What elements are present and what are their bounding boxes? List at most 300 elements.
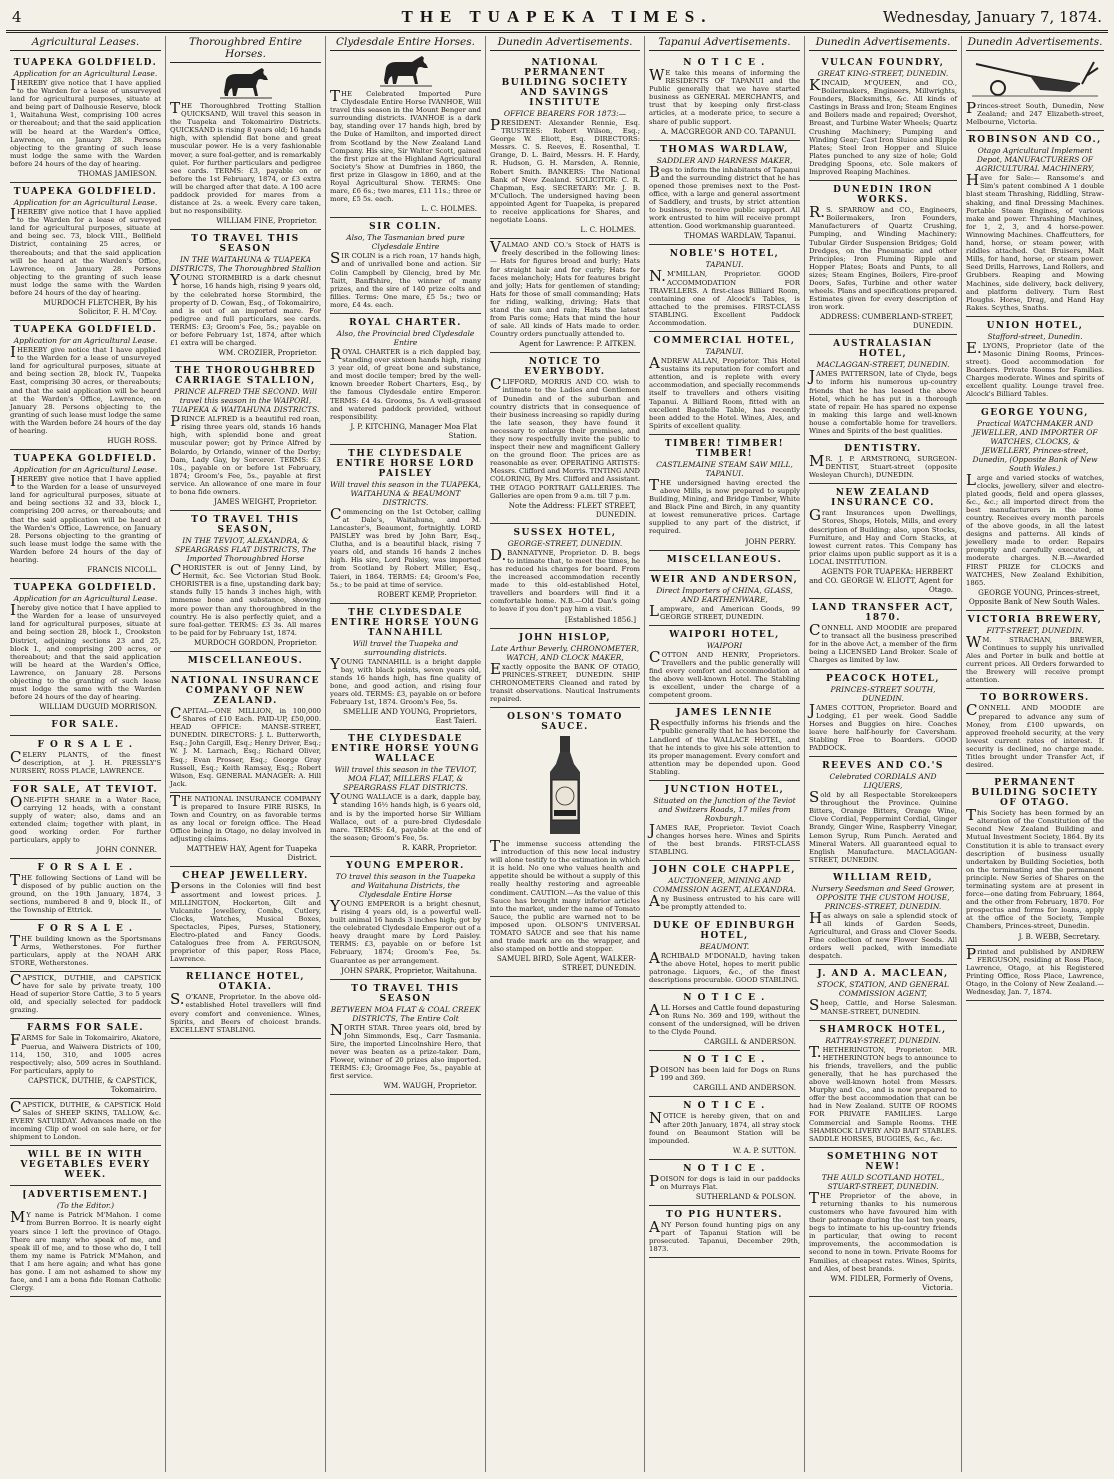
advertisement	[10, 859, 161, 919]
ad-signature: WM. FIDLER, Formerly of Ovens, Victoria.	[830, 1273, 953, 1292]
ad-signature: HUGH ROSS.	[107, 436, 157, 446]
ad-subtitle: GEORGE-STREET, DUNEDIN.	[507, 538, 623, 548]
ad-signature: J. B. WEBB, Secretary.	[1018, 931, 1100, 941]
ad-body: POISON for dogs is laid in our paddocks on Murrays Flat.	[649, 1171, 800, 1191]
ad-body: NORTH STAR. Three years old, bred by John Simmonds, Esq., Carr Tasmania. Sire, the imported Lincolnshire Hero, that never was beaten as a prize-taker. Dam, Flower, winner of 20 prizes also imported. TERMS: £3; Groomage Fee, 5s., payable at first service.	[330, 1020, 481, 1081]
column-header: Dunedin Advertisements.	[966, 36, 1104, 51]
ad-signature: THOMAS JAMIESON.	[77, 169, 157, 179]
ad-subtitle: IN THE WAITAHUNA & TUAPEKA DISTRICTS, The Thoroughbred Stallion	[170, 255, 321, 274]
advertisement	[10, 781, 161, 860]
ad-title: THOMAS WARDLAW,	[660, 144, 789, 155]
advertisement	[330, 314, 481, 445]
ad-body: Grant Insurances upon Dwellings, Stores, Shops, Hotels, Mills, and every description of Building; also, upon Stocks, Furniture, and Hay and Corn Stacks, at lowest current rates. This Company has prior claims upon public support as it is a LOCAL INSTITUTION.	[809, 506, 957, 566]
ad-subtitle: Nursery Seedsman and Seed Grower, OPPOSITE THE CUSTOM HOUSE, PRINCES-STREET, DUNEDIN.	[811, 883, 955, 911]
advertisement	[649, 781, 800, 861]
column-4	[486, 36, 645, 1472]
advertisement	[10, 1099, 161, 1146]
ad-subtitle: WAIPORI	[706, 640, 743, 650]
ad-subtitle: Will travel the Tuapeka and surrounding districts.	[352, 638, 459, 657]
page-number: 4	[12, 8, 22, 26]
ad-title: NATIONAL INSURANCE COMPANY OF NEW ZEALAND.	[171, 675, 320, 706]
ad-body: ARCHIBALD M'DONALD, having taken the above Hotel, hopes to merit public patronage. Liquors, &c., of the finest descriptions procurable. GOOD STABLING.	[649, 948, 800, 984]
ad-body: COTTON AND HENRY, Proprietors. Travellers and the public generally will find every comfort and accommodation at the above well-known Hotel. The Stabling is excellent, under the charge of a competent groom.	[649, 647, 800, 700]
advertisement	[10, 716, 161, 736]
ad-title: TO TRAVEL THIS SEASON	[191, 234, 300, 255]
advertisement	[330, 88, 481, 218]
ad-body: CHORISTER is out of Jenny Lind, by Hermit, &c. See Victorian Stud Book. CHORISTER is a fine, upstanding dark bay; stands fully 15 hands 3 inches high, with immense bone and substance, showing more power than any thoroughbred in the country. He is also perfectly quiet, and a sure foal-getter. TERMS: £3 3s. All mares to be paid for by February 1st, 1874.	[170, 561, 321, 637]
ad-subtitle: OFFICE BEARERS FOR 1873:—	[503, 109, 627, 118]
advertisement	[966, 611, 1104, 690]
advertisement	[966, 317, 1104, 404]
ad-subtitle: RATTRAY-STREET, DUNEDIN.	[825, 1035, 941, 1045]
ad-body: Printed and published by ANDREW FERGUSON, residing at Ross Place, Lawrence, Otago, at his Registered Printing Office, Ross Place, Lawrence, Otago, in the Colony of New Zealand.—Wednesday, Jan. 7, 1874.	[966, 944, 1104, 997]
ad-title: PERMANENT BUILDING SOCIETY OF OTAGO.	[971, 778, 1099, 809]
advertisement	[809, 670, 957, 758]
advertisement	[809, 335, 957, 440]
ad-title: JUNCTION HOTEL,	[664, 784, 785, 795]
ad-subtitle: SADDLER AND HARNESS MAKER,	[656, 155, 793, 165]
ad-body: ALL Horses and Cattle found depasturing on Runs No. 369 and 199, without the consent of the undersigned, will be driven to the Clyde Pound.	[649, 1000, 800, 1037]
ad-body: FARMS for Sale in Tokomairiro, Akatore, Puerua, and Waiwera Districts of 100, 114, 150, 310, and 1005 acres respectively; also, 509 acres in Southland. For particulars, apply to	[10, 1031, 161, 1075]
column-5	[645, 36, 805, 1472]
ad-title: THE CLYDESDALE ENTIRE HORSE YOUNG TANNAHILL	[331, 607, 480, 638]
ad-signature: JAMES WEIGHT, Proprietor.	[213, 497, 317, 507]
ad-title: JOHN COLE CHAPPLE,	[653, 865, 796, 876]
advertisement	[809, 869, 957, 966]
ad-subtitle: PRINCES-STREET SOUTH, DUNEDIN.	[830, 684, 936, 703]
advertisement	[170, 867, 321, 968]
ad-signature: AGENTS FOR TUAPEKA: HERBERT and CO. GEORGE W. ELIOTT, Agent for Otago.	[809, 567, 953, 595]
ad-subtitle: GREAT KING-STREET, DUNEDIN.	[817, 69, 949, 78]
ad-title: NEW ZEALAND INSURANCE CO.	[831, 488, 935, 509]
ad-body: THE Proprietor of the above, in returning thanks to his numerous customers who have favoured him with their patronage during the last ten years, begs to intimate to his up-country friends in particular, that owing to recent improvements, the accommodation is second to none in town. Private Rooms for Families, at cheapest rates. Wines, Spirits, and Ales, of best brands.	[809, 1188, 957, 1273]
newspaper-page	[6, 4, 1108, 1474]
ad-body: THE Celebrated Imported Pure Clydesdale Entire Horse IVANHOE, Will travel this season in the Mount Benger and surrounding districts. IVANHOE is a dark bay, standing over 17 hands high, bred by the Duke of Hamilton, and imported direct from Scotland by the New Zealand Land Company. His sire, Sir Walter Scott, gained the first prize at the Highland Agricultural Society's Show at Dumfries in 1860, the first prize in Glasgow in 1860, and at the Royal Agricultural Show. TERMS: One mare, £6 6s.; two mares, £11 11s.; three or more, £5 5s. each.	[330, 87, 481, 204]
ad-signature: WM. WAUGH, Proprietor.	[383, 1081, 477, 1091]
ad-body: Exactly opposite the BANK OF OTAGO, PRINCES-STREET, DUNEDIN. SHIP CHRONOMETERS Cleaned and rated by transit observations. Nautical Instruments repaired.	[490, 659, 640, 703]
ad-body: PRINCE ALFRED is a beautiful red roan, rising three years old, stands 16 hands high, with splendid bone and great muscular power; got by Prince Alfred by Bolardo, by Orlando, winner of the Derby; Dam, Lady Gay, by Sorcerer. TERMS: £3 10s., payable on or before 1st February, 1874; Groom's Fee, 5s., payable at first service. An allowance of one mare in four to bona fide owners.	[170, 412, 321, 496]
ad-subtitle: PRINCE ALFRED THE SECOND. Will travel this season in the WAIPORI, TUAPEKA & WAITAHUNA DISTRICTS.	[171, 387, 320, 415]
advertisement	[170, 362, 321, 511]
ad-title: ROYAL CHARTER.	[349, 317, 462, 328]
advertisement	[10, 920, 161, 972]
ad-signature: W. A. P. SUTTON.	[732, 1145, 796, 1155]
ad-body: Ihereby give notice that I have applied to the Warden for a lease of unsurveyed land for agricultural purposes, situate at and being section 28, block I., Crookston District, adjoining sections 23 and 25, block I., and comprising 200 acres, or thereabout; and that the said application will be heard at the Warden's Office, Lawrence, on January 28. Persons objecting to the granting of such lease must lodge the same with the Warden before 24 hours of the day of hearing.	[10, 601, 161, 702]
ad-title: WEIR AND ANDERSON,	[650, 574, 799, 585]
ad-body: Lampware, and American Goods, 99 GEORGE STREET, DUNEDIN.	[649, 601, 800, 621]
ad-signature: L. C. HOLMES.	[580, 225, 636, 235]
ad-title: WILLIAM REID,	[833, 872, 933, 883]
ad-title: TO BORROWERS.	[980, 693, 1090, 704]
ad-body: YOUNG TANNAHILL is a bright dapple bay, with black points, seven years old, stands 16 hands high, has fine quality of bone, and good action, and rising four years old. TERMS: £3, payable on or before February 1st, 1874. Groom's Fee, 5s.	[330, 654, 481, 707]
ad-title: SHAMROCK HOTEL,	[819, 1024, 947, 1035]
ad-title: MISCELLANEOUS.	[187, 655, 304, 666]
ad-body: This Society has been formed by an alteration of the Constitution of the Second New Zealand Building and Mutual Investment Society, 1864. By its Constitution it is able to transact every description of business usually undertaken by Building Societies, both on the terminating and the permanent principle. New Series of Shares on the terminating system are at present in force—one dating from February, 1864, and the other from February, 1870. For prospectus and forms for loans, apply at the office of the Society, Temple Chambers, Princes-street, Dunedin.	[966, 806, 1104, 931]
advertisement	[490, 629, 640, 708]
ad-title: FARMS FOR SALE.	[26, 1023, 145, 1034]
ad-title: N O T I C E .	[683, 992, 766, 1003]
ad-subtitle: BEAUMONT.	[699, 941, 750, 951]
ad-title: NOBLE'S HOTEL,	[669, 249, 780, 260]
ad-body: POISON has been laid for Dogs on Runs 199 and 369.	[649, 1063, 800, 1083]
ad-body: NOTICE is hereby given, that on and after 20th January, 1874, all stray stock found on Beaumont Station will be impounded.	[649, 1109, 800, 1145]
ad-subtitle: Late Arthur Beverly, CHRONOMETER, WATCH, AND CLOCK MAKER,	[490, 643, 639, 662]
ad-body: Sold by all Respectable Storekeepers throughout the Province. Quinine Bitters, Orange Bitters, Orange Wine, Clove Cordial, Peppermint Cordial, Ginger Brandy, Ginger Wine, Raspberry Vinegar, Lemon Syrup, Rum Punch. Aerated and Mineral Waters. All guaranteed equal to English Manufacture. MACLAGGAN-STREET, DUNEDIN.	[809, 788, 957, 864]
ad-subtitle: Application for an Agricultural Lease.	[13, 69, 158, 78]
advertisement	[966, 774, 1104, 945]
advertisement	[649, 917, 800, 989]
advertisement	[649, 1206, 800, 1258]
ad-body: N.M'MILLAN, Proprietor. GOOD ACCOMMODATION FOR TRAVELLERS. A first-class Billiard Room, containing one of Alcock's Tables, is attached to the premises. FIRST-CLASS STABLING. Excellent Paddock Accommodation.	[649, 267, 800, 327]
advertisement	[649, 54, 800, 141]
ad-body: IHEREBY give notice that I have applied to the Warden for a lease of unsurveyed land for agricultural purposes, situate at and being part of Dalhousie Reserve, block 1, Waitahuna West, comprising 100 acres or thereabout; and that the said application will be heard at the Warden's Office, Lawrence, on January 28. Persons objecting to the granting of such lease must lodge the same with the Warden before 24 hours of the day of hearing.	[10, 76, 161, 168]
ad-title: J. AND A. MACLEAN,	[817, 969, 949, 980]
ad-body: Princes-street South, Dunedin, New Zealand; and 247 Elizabeth-street, Melbourne, Victoria.	[966, 99, 1104, 127]
advertisement	[809, 599, 957, 669]
advertisement	[170, 793, 321, 868]
ad-subtitle: (To the Editor.)	[56, 1201, 115, 1211]
ad-title: N O T I C E .	[683, 1101, 766, 1112]
advertisement	[649, 551, 800, 571]
ad-title: VICTORIA BREWERY,	[967, 614, 1103, 625]
ad-subtitle: Application for an Agricultural Lease.	[13, 594, 158, 604]
ad-body: VALMAO AND CO.'s Stock of HATS is freely described in the following lines:— Hats for figures broad and burly; Hats for straight hair and for curly; Hats for faces melancholy; Hats for features bright and jolly; Hats for gentlemen of standing; Hats for those of small commanding; Hats for riding, walking, driving; Hats that stand the sun and rain; Hats the latest from Paris come; Hats that mind the hour of sale. All kinds of Hats made to order. Country orders punctually attended to.	[490, 238, 640, 339]
ad-subtitle: Situated on the Junction of the Teviot and Switzers Roads, 17 miles from Roxburgh.	[653, 795, 796, 823]
column-header: Thoroughbred Entire Horses.	[170, 36, 321, 63]
ad-body: Have for Sale:— Ransome's and Sim's patent combined A 1 double blast steam Thrashing, Riddling, Straw-shaking, and final Dressing Machines. Portable Steam Engines, of various make and power. Thrashing Machines, for 1, 2, 3, and 4 horse-power. Winnowing Machines. Chaffcutters, for hand, horse, or steam power, with riddles attached. Oat Bruisers, Malt Mills, for hand, horse, or steam power. Seed Drills, Harrows, Land Rollers, and Grubbers. Reaping and Mowing Machines, side delivery, back delivery, and platform delivery. Turn Rest Ploughs. Horse, Drag, and Hand Hay Rakes. Scythes, Snaths.	[966, 171, 1104, 312]
ad-signature: SUTHERLAND & POLSON.	[695, 1192, 796, 1202]
ad-body: Begs to inform the inhabitants of Tapanui and the surrounding district that he has opened those premises next to the Post-office, with a large and general assortment of Saddlery, and trusts, by strict attention to business, to receive public support. All work entrusted to him will receive prompt attention. Good workmanship guaranteed.	[649, 162, 800, 231]
ad-title: WILL BE IN WITH VEGETABLES EVERY WEEK.	[20, 1150, 151, 1181]
ad-title: TIMBER! TIMBER! TIMBER!	[664, 438, 785, 459]
ad-title: ROBINSON AND CO.,	[968, 135, 1102, 146]
ad-body: Has always on sale a splendid stock of all kinds of Garden Seeds, Agricultural, and Grass and Clover Seeds. Fine collection of new Flower Seeds. All orders well packed, with immediate despatch.	[809, 908, 957, 961]
ad-body: CELERY PLANTS, of the finest description, at J. H. PRESSLY'S NURSERY, ROSS PLACE, LAWRENCE.	[10, 748, 161, 776]
advertisement	[649, 861, 800, 916]
ad-title: F O R S A L E .	[37, 923, 134, 934]
ad-signature: CAPSTICK, DUTHIE, & CAPSTICK, Tokomairiro.	[28, 1075, 157, 1094]
advertisement	[809, 1148, 957, 1297]
ad-title: REEVES AND CO.'S	[822, 761, 944, 772]
ad-subtitle: Application for an Agricultural Lease.	[13, 465, 158, 475]
ad-title: TUAPEKA GOLDFIELD.	[13, 325, 158, 336]
ad-body: Any Business entrusted to his care will be promptly attended to.	[649, 892, 800, 912]
advertisement	[490, 524, 640, 629]
ad-title: AUSTRALASIAN HOTEL,	[833, 339, 933, 360]
advertisement	[809, 440, 957, 484]
advertisement	[809, 1021, 957, 1148]
ad-body: SIR COLIN is a rich roan, 17 hands high, and of unrivalled bone and action. Sir Colin Campbell by Glencig, bred by Mr. Taitt, Banffshire, the winner of many prizes, and the sire of 140 prize colts and fillies. Terms: One mare, £5 5s.; two or more, £4 4s. each.	[330, 249, 481, 309]
ad-subtitle: CASTLEMAINE STEAM SAW MILL, TAPANUI.	[656, 459, 793, 478]
ad-signature: WILLIAM FINE, Proprietor.	[216, 216, 317, 226]
advertisement	[809, 965, 957, 1020]
ad-body: WM. STRACHAN, BREWER, Continues to supply his unrivalled Ales and Porter in bulk and bottle at current prices. All Orders forwarded to the Brewery will receive prompt attention.	[966, 632, 1104, 685]
advertisement	[649, 704, 800, 781]
advertisement	[10, 1019, 161, 1098]
ad-title: COMMERCIAL HOTEL,	[653, 336, 796, 347]
advertisement	[170, 230, 321, 362]
ad-signature: WILLIAM DUGUID MORRISON.	[39, 702, 157, 712]
ad-title: SOMETHING NOT NEW!	[827, 1151, 939, 1172]
column-3	[326, 36, 486, 1472]
ad-body: THE Thoroughbred Trotting Stallion QUICKSAND, Will travel this season in the Tuapeka and Tokomairiro Districts. QUICKSAND is rising 8 years old; 16 hands high, with splendid flat bone and great muscular power. He is a very fashionable mover, a sure foal-getter, and is remarkably quiet. For further particulars and pedigree see cards. TERMS: £3, payable on or before the 1st February, 1874, or £3 extra will be charged after that date. A 100 acre paddock provided for mares from a distance at 2s. a week. Every care taken, but no responsibility.	[170, 99, 322, 216]
column-header: Tapanui Advertisements.	[649, 36, 800, 51]
ad-signature: A. MACGREGOR AND CO. TAPANUI.	[660, 126, 796, 136]
ad-body: IHEREBY give notice that I have applied to the Warden for a lease of unsurveyed land for agricultural purposes, situate at and being section 28, block IV., Tuapeka East, comprising 30 acres, or thereabouts; and that the said application will be heard at the Warden's Office, Lawrence, on January 28. Persons objecting to the granting of such lease must lodge the same with the Warden before 24 hours of the day of hearing.	[10, 343, 161, 435]
advertisement	[170, 100, 321, 230]
ad-subtitle: THE AULD SCOTLAND HOTEL, STUART-STREET, DUNEDIN.	[821, 1172, 945, 1191]
advertisement	[330, 604, 481, 731]
advertisement	[649, 1160, 800, 1206]
advertisement	[330, 980, 481, 1096]
ad-signature: Agent for Lawrence: P. AITKEN.	[519, 339, 636, 349]
ad-title: TUAPEKA GOLDFIELD.	[13, 58, 158, 68]
ad-body: Commencing on the 1st October, calling at Dale's, Waitahuna, and M. Lancaster's, Beaumont, fortnightly. LORD PAISLEY was bred by John Barr, Esq., Clutha, and is a beautiful black, rising 7 years old, and stands 16 hands 2 inches high. His sire, Lord Paisley, was imported from Scotland by Robert Miller, Esq., Taieri, in 1864. TERMS: £4; Groom's Fee, 5s.; to be paid at time of service.	[330, 504, 481, 589]
advertisement	[10, 450, 161, 579]
ad-signature: SMELLIE AND YOUNG, Proprietors, East Taieri.	[343, 707, 477, 726]
ad-signature: JOHN CONNER.	[96, 845, 157, 855]
ad-title: OLSON'S TOMATO SAUCE.	[507, 711, 623, 732]
ad-body: YOUNG WALLACE is a dark, dapple bay, standing 16½ hands high, is 6 years old, and is by the imported horse Sir William Wallace, out of a pure-bred Clydesdale mare. TERMS: £4, payable at the end of the season; Groom's Fee, 5s.	[330, 790, 481, 842]
ad-body: Large and varied stocks of watches, clocks, jewellery, silver and electro-plated goods, field and opera glasses, &c., &c.; all imported direct from the best manufacturers in the home country. Receives every month parcels of the above goods, in all the latest designs and patterns. All kinds of jewellery made to order. Repairs promptly and carefully executed, at moderate charges. N.B.—Awarded FIRST PRIZE for CLOCKS and WATCHES, New Zealand Exhibition, 1865.	[966, 470, 1104, 587]
ad-title: NOTICE TO EVERYBODY.	[524, 357, 606, 378]
ad-subtitle: IN THE TEVIOT, ALEXANDRA, & SPEARGRASS FLAT DISTRICTS, The Imported Thoroughbred Horse	[174, 536, 317, 564]
advertisement	[330, 218, 481, 314]
ad-title: N O T I C E .	[683, 58, 766, 68]
masthead	[6, 4, 1108, 33]
advertisement	[966, 404, 1104, 611]
ad-body: THE NATIONAL INSURANCE COMPANY is prepared to Insure FIRE RISKS, In Town and Country, on as favorable terms as any local or foreign office. The Head Office being in Otago, no delay involved in adjusting claims.	[170, 791, 321, 844]
ad-title: TUAPEKA GOLDFIELD.	[13, 583, 158, 594]
ad-title: N O T I C E .	[683, 1055, 766, 1066]
ad-title: F O R S A L E .	[37, 863, 134, 874]
ad-title: CHEAP JEWELLERY.	[182, 871, 309, 882]
advertisement	[330, 445, 481, 604]
ad-body: S.O'KANE, Proprietor. In the above old-established Hotel travellers will find every comfort and convenience. Wines, Spirits, and Beers of choicest brands. EXCELLENT STABLING.	[170, 990, 321, 1034]
advertisement	[330, 730, 481, 857]
ad-body: YOUNG EMPEROR is a bright chesnut, rising 4 years old, is a powerful well-built animal 16 hands 3 inches high; got by the celebrated Clydesdale Emperor out of a heavy draught mare by Lord Paisley. TERMS: £3, payable on or before 1st February, 1874; Groom's Fee, 5s. Guarantee as per arrangement.	[330, 896, 481, 965]
advertisement	[490, 708, 640, 977]
column-6	[805, 36, 962, 1472]
ad-subtitle: TAPANUI.	[705, 347, 744, 357]
ad-signature: SAMUEL BIRD, Sole Agent, WALKER-STREET, DUNEDIN.	[496, 954, 636, 973]
horse-engraving-icon	[376, 54, 436, 88]
ad-body: JAMES PATTERSON, late of Clyde, begs to inform his numerous up-country friends that he has leased the above Hotel, which he has put in a thorough state of repair. He has spared no expense in making this large and well-known house a comfortable home for travellers. Wines and Spirits of the best qualities.	[809, 367, 957, 435]
ad-subtitle: BETWEEN MOA FLAT & COAL CREEK DISTRICTS, The Entire Colt	[330, 1004, 481, 1023]
ad-body: MY name is Patrick M'Mahon. I come from Burren Borroo. It is nearly eight years since I left the province of Otago. There are many who speak of me, and speak ill of me, and to those who do, I tell them my name is Patrick M'Mahon, and that I am here again; and what has gone has gone. I am not ashamed to show my face, and I am a bona fide Roman Catholic Clergy.	[10, 1208, 161, 1293]
ad-body: KINCAID, M'QUEEN, and CO., Boilermakers, Engineers, Millwrights, Founders, Blacksmiths, &c. All kinds of Castings in Brass and Iron; Steam Engines and Boilers made and repaired; Overshot, Breast, and Turbine Water Wheels; Quartz Crushing Machinery; Pumping and Winding Gear; Cast Iron Sluice and Ripple Plates; Steel Iron Hopper and Sluice Plates punched to any size of hole; Gold Dredging Spoons, etc. Sole makers of Improved Reaping Machines.	[809, 76, 957, 177]
column-header: Clydesdale Entire Horses.	[330, 36, 481, 51]
ad-signature: JOHN SPARK, Proprietor, Waitahuna.	[341, 965, 477, 975]
advertisement	[966, 689, 1104, 774]
ad-body: THE undersigned having erected the above Mills, is now prepared to supply Building, Mining, and Bridge Timber, White and Black Pine and Birch, in any quantity at lowest remunerative prices. Cartage supplied to any part of the district, if required.	[649, 475, 800, 536]
ad-signature: CARGILL AND ANDERSON.	[693, 1083, 796, 1093]
advertisement	[10, 54, 161, 183]
ad-title: TUAPEKA GOLDFIELD.	[13, 454, 158, 465]
ad-title: [ADVERTISEMENT.]	[22, 1190, 149, 1201]
ad-body: ONE-FIFTH SHARE in a Water Race, carrying 12 heads, with a constant supply of water; also, dams and an extended claim; together with plant, in good working order. For further particulars, apply to	[10, 792, 161, 844]
advertisement	[649, 245, 800, 332]
ad-body: Persons in the Colonies will find best assortment and lowest prices. J. MILLINGTON, Hockerton, Gilt and Vulcanite Jewellery, Combs, Cutlery, Clocks, Watches, Musical Boxes, Spectacles, Pipes, Purses, Stationery, Electro-plated and Fancy Goods. Catalogues free from A. FERGUSON, proprietor of this paper, Ross Place, Lawrence.	[170, 879, 321, 964]
ad-signature: ROBERT KEMP, Proprietor.	[377, 589, 477, 599]
ad-title: YOUNG EMPEROR.	[346, 860, 465, 871]
ad-title: TUAPEKA GOLDFIELD.	[13, 187, 158, 198]
ad-title: THE THOROUGHBRED CARRIAGE STALLION,	[174, 366, 317, 387]
advertisement	[649, 1097, 800, 1159]
ad-signature: WM. CROZIER, Proprietor.	[218, 348, 317, 358]
ad-body: Respectfully informs his friends and the public generally that he has become the Landlord of the WALLACE HOTEL, and that he intends to give his sole attention to its proper management. Every comfort and attention may be depended upon. Good Stabling.	[649, 716, 800, 776]
ad-body: CONNELL AND MOODIE are prepared to advance any sum of Money, from £100 upwards, on approved freehold security, at the very lowest current rates of interest. If security is declined, no charge made. Titles brought under Transfer Act, if desired.	[966, 701, 1104, 770]
ad-title: TO TRAVEL THIS SEASON	[351, 983, 460, 1004]
ad-body: YOUNG STORMBIRD is a dark chesnut horse, 16 hands high, rising 9 years old, by the celebrated horse Stormbird, the property of D. Cowan, Esq., of Tokomairiro, and is out of an imported mare. For pedigree and full particulars, see cards. TERMS: £3; Groom's Fee, 5s.; payable on or before February 1st, 1874, after which £1 extra will be charged.	[170, 271, 321, 348]
ad-subtitle: Will travel this season in the TUAPEKA, WAITAHUNA & BEAUMONT DISTRICTS.	[330, 479, 481, 507]
ad-title: TO PIG HUNTERS.	[666, 1210, 783, 1221]
ad-body: E.LYONS, Proprietor (late of the Masonic Dining Rooms, Princes-street). Good accommodation for Boarders. Private Rooms for Families. Charges moderate. Wines and spirits of excellent quality. Lounge travel free. Alcock's Billiard Tables.	[966, 338, 1104, 399]
ad-body: CAPSTICK, DUTHIE, & CAPSTICK Hold Sales of SHEEP SKINS, TALLOW, &c. EVERY SATURDAY. Advances made on the incoming Clip of wool on sale here, or for shipment to London.	[10, 1097, 161, 1142]
issue-date: Wednesday, January 7, 1874.	[882, 8, 1102, 26]
advertisement	[649, 435, 800, 551]
ad-signature: MURDOCH GORDON, Proprietor.	[194, 637, 317, 647]
ad-subtitle: Also, The Tasmanian bred pure Clydesdale Entire	[346, 233, 465, 252]
advertisement	[170, 652, 321, 672]
ad-subtitle: Application for an Agricultural Lease.	[13, 336, 158, 346]
column-header: Agricultural Leases.	[10, 36, 161, 51]
ad-body: D.BANNATYNE, Proprietor. D. B. begs to intimate that, to meet the times, he has reduced his charges for board. From the increased accommodation recently made to this old-established Hotel, travellers and boarders will find it a comfortable home. N.B.—Old Dan's going to leave if you don't pay him a visit.	[490, 545, 640, 614]
ad-title: JOHN HISLOP,	[518, 632, 612, 643]
ad-subtitle: Also, the Provincial bred Clydesdale Entire	[336, 328, 475, 347]
ad-body: Sheep, Cattle, and Horse Salesman. MANSE-STREET, DUNEDIN.	[809, 996, 957, 1016]
ad-body: CAPSTICK, DUTHIE, and CAPSTICK have for sale by private treaty, 100 Head of superior Store Cattle, 3 to 5 years old, and specially selected for paddock grazing.	[10, 970, 161, 1015]
ad-subtitle: Celebrated CORDIALS AND LIQUERS,	[829, 772, 937, 791]
ad-title: RELIANCE HOTEL, OTAKIA.	[185, 972, 306, 993]
ad-body: JAMES COTTON, Proprietor. Board and Lodging, £1 per week. Good Saddle Horses and Buggies on hire. Coaches leave here half-hourly for Caversham. Stabling Free to Boarders. GOOD PADDOCK.	[809, 700, 957, 752]
ad-subtitle: AUCTIONEER, MINING AND COMMISSION AGENT, ALEXANDRA.	[653, 876, 796, 895]
advertisement	[490, 239, 640, 353]
horse-engraving-icon	[216, 66, 276, 100]
ad-signature: THOMAS WARDLAW, Tapanui.	[684, 231, 796, 241]
advertisement	[10, 321, 161, 450]
ad-title: DUKE OF EDINBURGH HOTEL,	[653, 920, 796, 941]
ad-title: JAMES LENNIE	[676, 708, 773, 719]
ad-title: WAIPORI HOTEL,	[669, 629, 780, 640]
ad-body: R.S. SPARROW and CO., Engineers, Boilermakers, Iron Founders, Manufacturers of Quartz Crushing, Pumping, and Winding Machinery; Tubular Girder Suspension Bridges; Gold Dredges, on the Pneumatic and other Principles; Iron Fluming Ripple and Hopper Plates; Boats and Punts, to all sizes; Steam Engines, Boilers, Fire-proof Doors, Safes, Turbine and other water wheels. Plans and specifications prepared. Estimates given for every description of iron work.	[809, 203, 957, 312]
advertisement	[966, 946, 1104, 1002]
ad-body: The immense success attending the introduction of this new local industry will alone testify to the estimation in which it is held. No one who values health and appetite should be without a supply of this really healthy restoring and agreeable condiment. CAUTION.—As the value of this Sauce has brought many inferior articles into the market, under the name of Tomato Sauce, the public are warned not to be imposed upon. OLSON'S UNIVERSAL TOMATO SAUCE and see that his name and trade mark are on the wrapper, and also stamped on bottle and stopper.	[490, 836, 640, 954]
ad-signature: FRANCIS NICOLL.	[87, 565, 157, 575]
ad-signature: Note the Address: FLEET STREET, DUNEDIN.	[508, 500, 636, 519]
advertisement	[649, 1051, 800, 1097]
ad-body: MR. J. P. ARMSTRONG, SURGEON-DENTIST, Stuart-street (opposite Wesleyan Church), DUNEDIN.	[809, 452, 957, 480]
ad-subtitle: MACLAGGAN-STREET, DUNEDIN.	[816, 360, 950, 370]
advertisement	[649, 332, 800, 435]
ad-title: F O R S A L E .	[37, 740, 134, 751]
advertisement	[966, 100, 1104, 131]
ad-title: LAND TRANSFER ACT, 1870.	[811, 603, 955, 624]
ad-subtitle: TO travel this season in the Tuapeka and Waitahuna Districts, the Clydesdale Entire Horse	[335, 871, 476, 899]
column-1	[6, 36, 166, 1472]
advertisement	[809, 757, 957, 869]
ad-signature: [Established 1856.]	[565, 614, 636, 624]
ad-title: MISCELLANEOUS.	[666, 554, 783, 565]
ad-title: DUNEDIN IRON WORKS.	[833, 185, 933, 206]
ad-signature: MURDOCH FLETCHER, By his Solicitor, F. H. M'Coy.	[43, 298, 157, 317]
ad-signature: R. KARR, Proprietor.	[402, 842, 477, 852]
column-header: Dunedin Advertisements.	[490, 36, 640, 51]
ad-subtitle: Will travel this season in the TEVIOT, MOA FLAT, MILLERS FLAT, & SPEARGRASS FLAT DISTRICTS.	[334, 765, 477, 793]
ad-subtitle: STOCK, STATION, AND GENERAL COMMISSION AGENT,	[816, 980, 950, 999]
advertisement	[490, 54, 640, 239]
advertisement	[809, 54, 957, 181]
ad-subtitle: Application for an Agricultural Lease.	[13, 198, 158, 208]
ad-signature: L. C. HOLMES.	[421, 204, 477, 214]
ad-body: WE take this means of informing the RESIDENTS OF TAPANUI and the Public generally that we have started business as GENERAL MERCHANTS, and trust that by keeping only first-class articles, at a moderate price, to secure a share of public support.	[649, 66, 800, 126]
ad-signature: CARGILL & ANDERSON.	[703, 1037, 796, 1047]
ad-subtitle: Otago Agricultural Implement Depot, MANUFACTURERS OF AGRICULTURAL MACHINERY,	[975, 146, 1095, 174]
ad-body: CONNELL AND MOODIE are prepared to transact all the business prescribed for in the above Act, a member of the firm being a LICENSED Land Broker. Scale of Charges as limited by law.	[809, 621, 957, 665]
ad-body: THE building known as the Sportsmans Arms, Wetherstones. For further particulars, apply at the NOAH ARK STORE, Wetherstones.	[10, 931, 161, 967]
ad-subtitle: Direct Importers of CHINA, GLASS, AND EARTHENWARE,	[656, 585, 793, 604]
advertisement	[170, 968, 321, 1038]
advertisement	[10, 579, 161, 716]
ad-title: VULCAN FOUNDRY,	[821, 58, 945, 68]
ad-title: UNION HOTEL,	[986, 320, 1084, 331]
ad-signature: ADDRESS: CUMBERLAND-STREET, DUNEDIN.	[820, 312, 953, 331]
advertisement	[10, 183, 161, 321]
ad-body: IHEREBY give notice that I have applied to the Warden for a lease of surveyed land for agricultural purposes, situate at and being sec. 73, block VIII., Bellfield District, containing 25 acres, or thereabouts; and that the said application will be heard at the Warden's Office, Lawrence, on January 28. Persons objecting to the granting of such lease must lodge the same with the Warden before 24 hours of the day of hearing.	[10, 205, 161, 297]
advertisement	[10, 1146, 161, 1186]
ad-body: ROYAL CHARTER is a rich dappled bay, standing over sixteen hands high, rising 3 year old, of great bone and substance, and most docile temper; bred by the well-known breeder Robert Charters, Esq., by the famous Clydesdale entire Emperor. TERMS: £4 4s. Grooms, 5s. A well-grassed and watered paddock provided, without responsibility.	[330, 344, 481, 421]
column-2	[166, 36, 326, 1472]
ad-title: FOR SALE, AT TEVIOT.	[12, 784, 159, 795]
ad-title: TO TRAVEL THIS SEASON,	[191, 515, 300, 536]
ad-body: ANDREW ALLAN, Proprietor. This Hotel sustains its reputation for comfort and attention, and is replete with every accommodation, and specially recommends itself to travellers and others visiting Tapanui. A Billiard Room, fitted with an excellent Bagatelle Table, has recently been added to the Hotel. Wines, Ales, and Spirits of excellent quality.	[649, 354, 800, 430]
ad-body: PRESIDENT: Alexander Rennie, Esq. TRUSTEES: Robert Wilson, Esq.; George W. Eliott, Esq. DIRECTORS: Messrs. C. S. Reeves, E. Rosenthal, T. Grange, D. L. Baird, Messrs. H. F. Hardy, R. Hudson, G. H. Marsden, A. Rennie, Robert Smith. BANKERS: The National Bank of New Zealand. SOLICITOR: C. R. Chapman, Esq. SECRETARY: Mr. J. B. M'Culloch. The undersigned having been appointed Agent for Tuapeka, is prepared to receive applications for Shares, and negotiate Loans.	[490, 116, 640, 225]
column-header: Dunedin Advertisements.	[809, 36, 957, 51]
ad-body: JAMES RAE, Proprietor. Teviot Coach changes horses here. Wines and Spirits of the best brands. FIRST-CLASS STABLING.	[649, 820, 800, 857]
advertisement	[649, 571, 800, 626]
advertisement	[649, 141, 800, 246]
newspaper-title: THE TUAPEKA TIMES.	[401, 7, 713, 26]
ad-title: N O T I C E .	[683, 1163, 766, 1174]
ad-body: THE following Sections of Land will be disposed of by public auction on the ground, on the 19th January, 1874, 3 sections, numbered 8 and 9, block II., of the Township of Ettrick.	[10, 871, 161, 915]
advertisement	[10, 972, 161, 1019]
ad-body: CAPITAL—ONE MILLION, in 100,000 Shares of £10 Each. PAID-UP, £50,000. HEAD OFFICE: MANSE-STREET, DUNEDIN. DIRECTORS: J. L. Butterworth, Esq.; John Cargill, Esq.; Henry Driver, Esq.; W. J. M. Larnach, Esq.; Richard Oliver, Esq.; Evan Prosser, Esq.; George Gray Russell, Esq.; Keith Ramsay, Esq.; Robert Wilson, Esq. GENERAL MANAGER: A. Hill Jack.	[170, 703, 321, 788]
ad-body: IHEREBY give notice that I have applied to the Warden for a lease of unsurveyed land for agricultural purposes, situate at and being sections 32 and 33, block I., comprising 200 acres, or thereabouts; and that the said application will be heard at the Warden's Office, Lawrence, on January 28. Persons objecting to the granting of such lease must lodge the same with the Warden before 24 hours of the day of hearing.	[10, 472, 161, 565]
ad-title: PEACOCK HOTEL,	[825, 673, 941, 684]
ad-subtitle: Stafford-street, Dunedin.	[987, 331, 1083, 341]
advertisement	[330, 857, 481, 980]
ad-body: ANY Person found hunting pigs on any part of Tapanui Station will be prosecuted. Tapanui, December 29th, 1873.	[649, 1218, 800, 1254]
advertisement	[809, 484, 957, 599]
ad-title: NATIONAL PERMANENT BUILDING SOCIETY AND SAVINGS INSTITUTE	[501, 58, 629, 108]
advertisement	[649, 626, 800, 705]
advertisement	[649, 989, 800, 1051]
ad-subtitle: Practical WATCHMAKER AND JEWELLER, AND IMPORTER OF WATCHES, CLOCKS, & JEWELLERY, Princes-street, Dunedin, (Opposite Bank of New South Wales.)	[972, 418, 1098, 473]
advertisement	[490, 353, 640, 523]
ad-signature: JOHN PERRY.	[745, 536, 796, 546]
ad-title: SIR COLIN.	[369, 222, 442, 233]
advertisement	[809, 181, 957, 335]
advertisement	[10, 1186, 161, 1297]
advertisement	[966, 131, 1104, 317]
ad-signature: GEORGE YOUNG, Princes-street, Opposite Bank of New South Wales.	[968, 587, 1100, 606]
ad-subtitle: TAPANUI.	[705, 260, 744, 270]
ad-title: FOR SALE.	[51, 720, 120, 731]
sauce-bottle-icon	[542, 734, 588, 838]
ad-title: THE CLYDESDALE ENTIRE HORSE YOUNG WALLACE	[331, 734, 480, 765]
ad-title: THE CLYDESDALE ENTIRE HORSE LORD PAISLEY	[336, 448, 475, 479]
ad-subtitle: FITT-STREET, DUNEDIN.	[986, 625, 1084, 635]
